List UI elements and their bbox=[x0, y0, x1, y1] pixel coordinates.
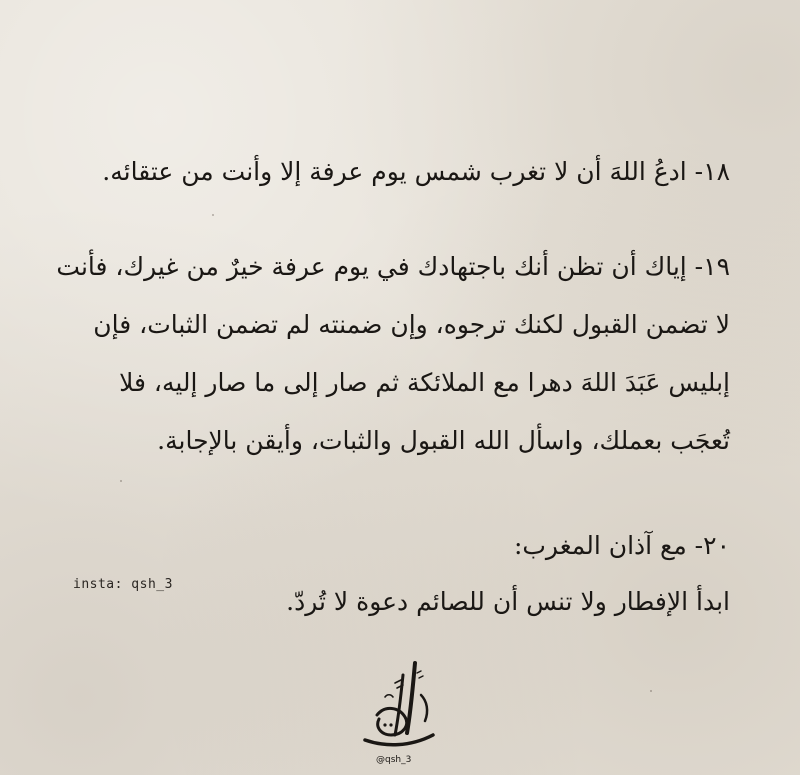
item-18-paragraph bbox=[102, 143, 730, 201]
logo-handle: @qsh_3 bbox=[376, 755, 412, 765]
item-18-line: ١٨- ادعُ اللهَ أن لا تغرب شمس يوم عرفة إلا وأنت من عتقائه. bbox=[102, 157, 730, 186]
item-19-line: لا تضمن القبول لكنك ترجوه، وإن ضمنته لم تضمن الثبات، فإن bbox=[93, 310, 730, 339]
paper-speck bbox=[650, 690, 652, 692]
item-19-line: ١٩- إياك أن تظن أنك باجتهادك في يوم عرفة خيرٌ من غيرك، فأنت bbox=[56, 252, 730, 281]
item-20-paragraph bbox=[286, 518, 730, 630]
item-19-line: تُعجَب بعملك، واسأل الله القبول والثبات، وأيقن بالإجابة. bbox=[157, 426, 730, 455]
item-20-line: ابدأ الإفطار ولا تنس أن للصائم دعوة لا تُردّ. bbox=[286, 587, 730, 616]
instagram-watermark: insta: qsh_3 bbox=[73, 577, 173, 592]
item-19-paragraph bbox=[56, 238, 730, 470]
paper-speck bbox=[120, 480, 122, 482]
calligraphy-logo-icon bbox=[355, 655, 445, 755]
paper-speck bbox=[212, 214, 214, 216]
item-19-line: إبليس عَبَدَ اللهَ دهرا مع الملائكة ثم صار إلى ما صار إليه، فلا bbox=[119, 368, 730, 397]
item-20-line: ٢٠- مع آذان المغرب: bbox=[513, 531, 730, 560]
